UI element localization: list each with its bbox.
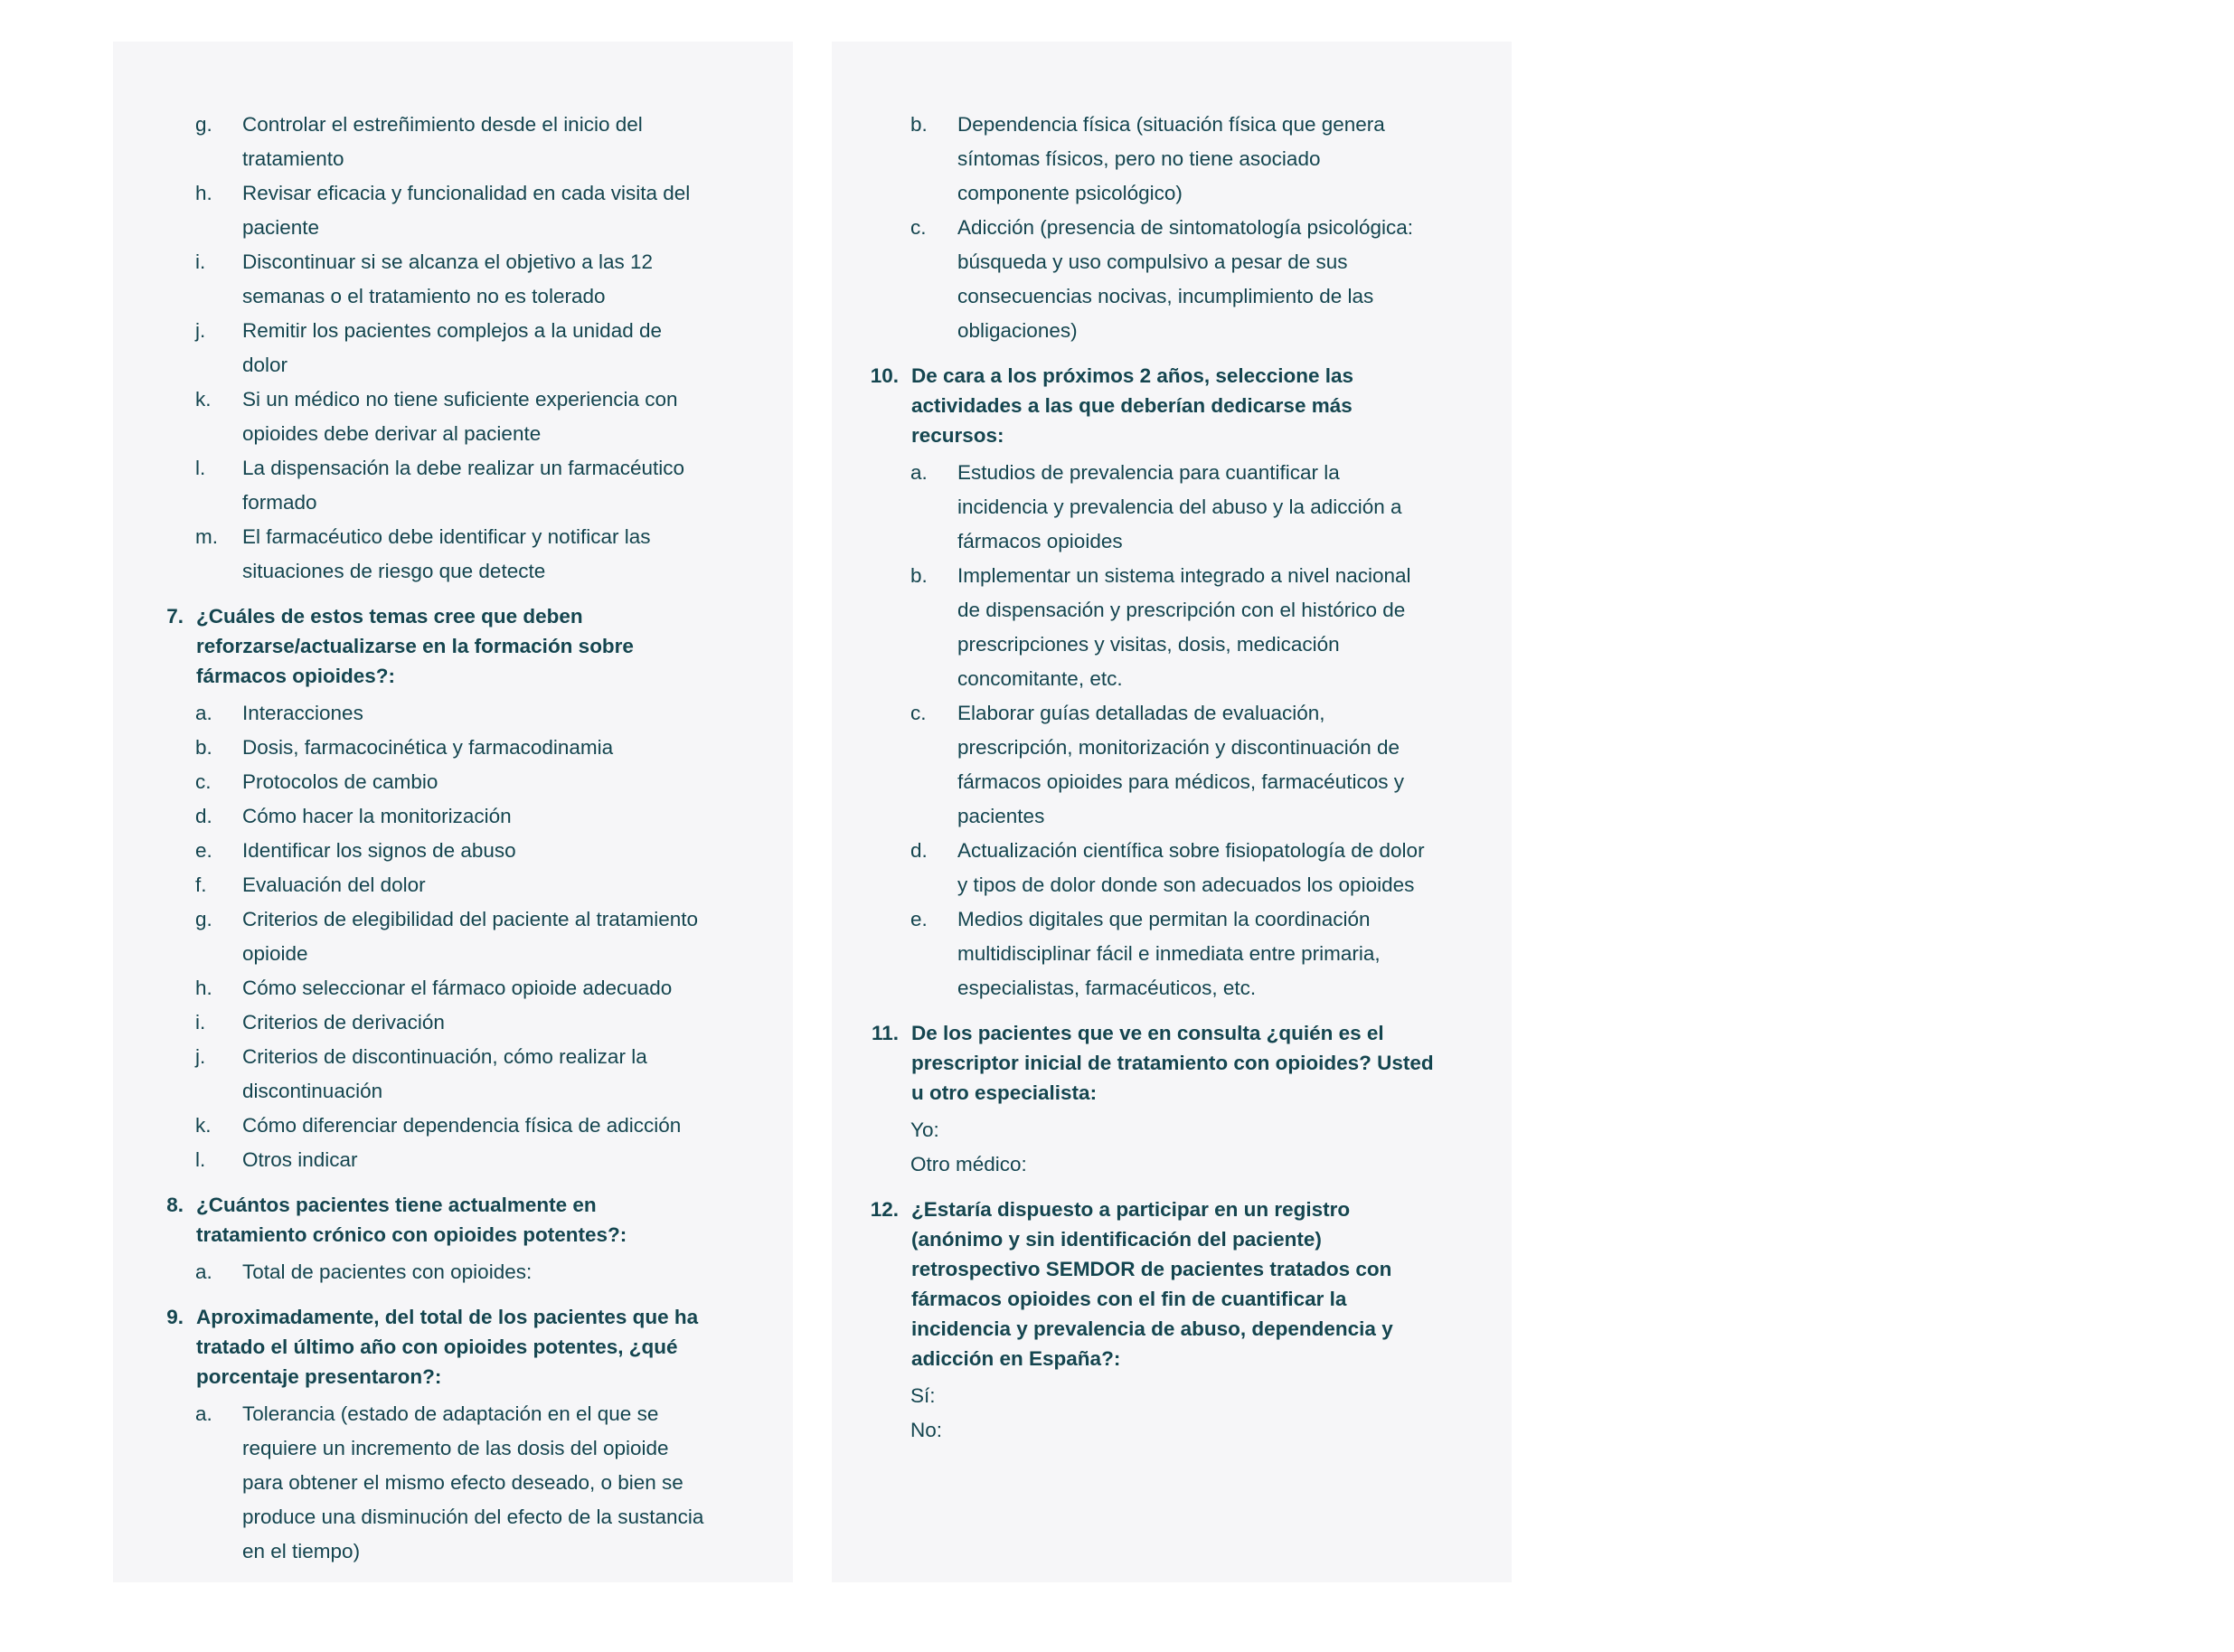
item-letter: c. (195, 770, 212, 793)
list-item (869, 456, 1436, 559)
question-number: 12. (870, 1198, 899, 1221)
question-11 (869, 1018, 1436, 1182)
list-item (154, 245, 712, 314)
item-text: Criterios de derivación (242, 1011, 445, 1034)
list-item (154, 834, 712, 868)
item-letter: l. (195, 457, 206, 479)
question-7 (154, 601, 712, 1177)
item-letter: b. (910, 564, 928, 587)
list-item (154, 902, 712, 971)
question-text: ¿Cuáles de estos temas cree que deben reforzarse/actualizarse en la formación sobre fármacos opioides?: (196, 605, 634, 687)
question-8 (154, 1190, 712, 1289)
item-letter: g. (195, 113, 212, 136)
question-text: ¿Cuántos pacientes tiene actualmente en tratamiento crónico con opioides potentes?: (196, 1194, 627, 1246)
list-item (869, 108, 1436, 211)
answer-options (154, 696, 712, 1177)
item-text: El farmacéutico debe identificar y notificar las situaciones de riesgo que detecte (242, 525, 651, 582)
list-item (154, 1143, 712, 1177)
item-letter: k. (195, 1114, 212, 1137)
answer-options (154, 1255, 712, 1289)
item-letter: j. (195, 1045, 206, 1068)
item-text: Dependencia física (situación física que genera síntomas físicos, pero no tiene asociado componente psicológico) (957, 113, 1385, 204)
question-12 (869, 1194, 1436, 1448)
item-text: Controlar el estreñimiento desde el inicio del tratamiento (242, 113, 643, 170)
item-text: Total de pacientes con opioides: (242, 1260, 533, 1283)
list-item (154, 314, 712, 382)
item-text: Adicción (presencia de sintomatología psicológica: búsqueda y uso compulsivo a pesar de sus consecuencias nocivas, incumplimiento de las obligaciones) (957, 216, 1414, 342)
item-letter: b. (910, 113, 928, 136)
item-text: Criterios de elegibilidad del paciente al tratamiento opioide (242, 908, 699, 965)
list-continued-q6 (154, 108, 712, 589)
item-text: Interacciones (242, 702, 363, 724)
item-letter: h. (195, 182, 212, 204)
item-letter: a. (195, 1402, 212, 1425)
item-text: Elaborar guías detalladas de evaluación, prescripción, monitorización y discontinuación de fármacos opioides para médicos, farmacéuticos y pacientes (957, 702, 1404, 827)
question-number: 10. (870, 364, 899, 387)
list-item (154, 1005, 712, 1040)
item-text: Identificar los signos de abuso (242, 839, 516, 862)
item-text: Tolerancia (estado de adaptación en el que se requiere un incremento de las dosis del opioide para obtener el mismo efecto deseado, o bien se produce una disminución del efecto de la sustancia en el tiempo) (242, 1402, 704, 1562)
list-item (869, 696, 1436, 834)
item-text: Protocolos de cambio (242, 770, 438, 793)
list-item (869, 211, 1436, 348)
item-text: Revisar eficacia y funcionalidad en cada visita del paciente (242, 182, 691, 239)
question-text: ¿Estaría dispuesto a participar en un registro (anónimo y sin identificación del paciente) retrospectivo SEMDOR de pacientes tratados con fármacos opioides con el fin de cuantificar la incidencia y prevalencia de abuso, dependencia y adicción en España?: (911, 1198, 1393, 1370)
item-letter: c. (910, 702, 927, 724)
item-letter: i. (195, 250, 206, 273)
item-text: Medios digitales que permitan la coordinación multidisciplinar fácil e inmediata entre primaria, especialistas, farmacéuticos, etc. (957, 908, 1381, 999)
item-letter: l. (195, 1148, 206, 1171)
item-letter: d. (910, 839, 928, 862)
question-number: 11. (871, 1022, 899, 1044)
item-text: Cómo diferenciar dependencia física de adicción (242, 1114, 682, 1137)
question-10 (869, 361, 1436, 1005)
item-text: Criterios de discontinuación, cómo realizar la discontinuación (242, 1045, 647, 1102)
item-letter: d. (195, 805, 212, 827)
list-item (154, 731, 712, 765)
left-page-column (113, 42, 793, 1582)
item-letter: e. (195, 839, 212, 862)
item-letter: m. (195, 525, 218, 548)
list-item (154, 1109, 712, 1143)
question-number: 8. (166, 1194, 184, 1216)
item-text: Cómo hacer la monitorización (242, 805, 512, 827)
answer-no: No: (910, 1419, 943, 1441)
answer-otro-medico: Otro médico: (910, 1153, 1027, 1175)
item-letter: a. (195, 1260, 212, 1283)
item-text: Dosis, farmacocinética y farmacodinamia (242, 736, 614, 759)
list-item (154, 1397, 712, 1569)
item-letter: a. (910, 461, 928, 484)
item-text: Evaluación del dolor (242, 873, 426, 896)
right-page-column (832, 42, 1512, 1582)
item-letter: h. (195, 977, 212, 999)
answer-yo: Yo: (910, 1119, 939, 1141)
list-item (154, 1040, 712, 1109)
item-text: Remitir los pacientes complejos a la unidad de dolor (242, 319, 662, 376)
question-text: De cara a los próximos 2 años, seleccione las actividades a las que deberían dedicarse más recursos: (911, 364, 1353, 447)
list-item (154, 108, 712, 176)
list-item (154, 799, 712, 834)
list-item (154, 696, 712, 731)
list-item (869, 902, 1436, 1005)
item-letter: f. (195, 873, 207, 896)
question-number: 7. (166, 605, 184, 628)
item-text: Cómo seleccionar el fármaco opioide adecuado (242, 977, 673, 999)
answer-options (154, 1397, 712, 1569)
item-text: Implementar un sistema integrado a nivel nacional de dispensación y prescripción con el histórico de prescripciones y visitas, dosis, medicación concomitante, etc. (957, 564, 1411, 690)
item-letter: a. (195, 702, 212, 724)
list-item (154, 451, 712, 520)
list-continued-q9 (869, 108, 1436, 348)
item-text: Estudios de prevalencia para cuantificar la incidencia y prevalencia del abuso y la adicción a fármacos opioides (957, 461, 1402, 552)
answer-options (869, 456, 1436, 1005)
item-text: Si un médico no tiene suficiente experiencia con opioides debe derivar al paciente (242, 388, 678, 445)
item-letter: g. (195, 908, 212, 930)
list-item (154, 971, 712, 1005)
item-letter: b. (195, 736, 212, 759)
item-text: Discontinuar si se alcanza el objetivo a las 12 semanas o el tratamiento no es tolerado (242, 250, 653, 307)
item-text: Otros indicar (242, 1148, 358, 1171)
question-number: 9. (166, 1306, 184, 1328)
item-letter: c. (910, 216, 927, 239)
list-item (154, 765, 712, 799)
list-item (869, 559, 1436, 696)
list-item (869, 834, 1436, 902)
item-letter: k. (195, 388, 212, 411)
item-letter: i. (195, 1011, 206, 1034)
question-text: De los pacientes que ve en consulta ¿quién es el prescriptor inicial de tratamiento con opioides? Usted u otro especialista: (911, 1022, 1434, 1104)
list-item (154, 382, 712, 451)
question-9 (154, 1302, 712, 1569)
list-item (154, 176, 712, 245)
list-item (154, 868, 712, 902)
list-item (154, 520, 712, 589)
item-letter: j. (195, 319, 206, 342)
item-text: Actualización científica sobre fisiopatología de dolor y tipos de dolor donde son adecuados los opioides (957, 839, 1425, 896)
item-text: La dispensación la debe realizar un farmacéutico formado (242, 457, 685, 514)
list-item (154, 1255, 712, 1289)
answer-si: Sí: (910, 1384, 936, 1407)
question-text: Aproximadamente, del total de los pacientes que ha tratado el último año con opioides potentes, ¿qué porcentaje presentaron?: (196, 1306, 699, 1388)
item-letter: e. (910, 908, 928, 930)
